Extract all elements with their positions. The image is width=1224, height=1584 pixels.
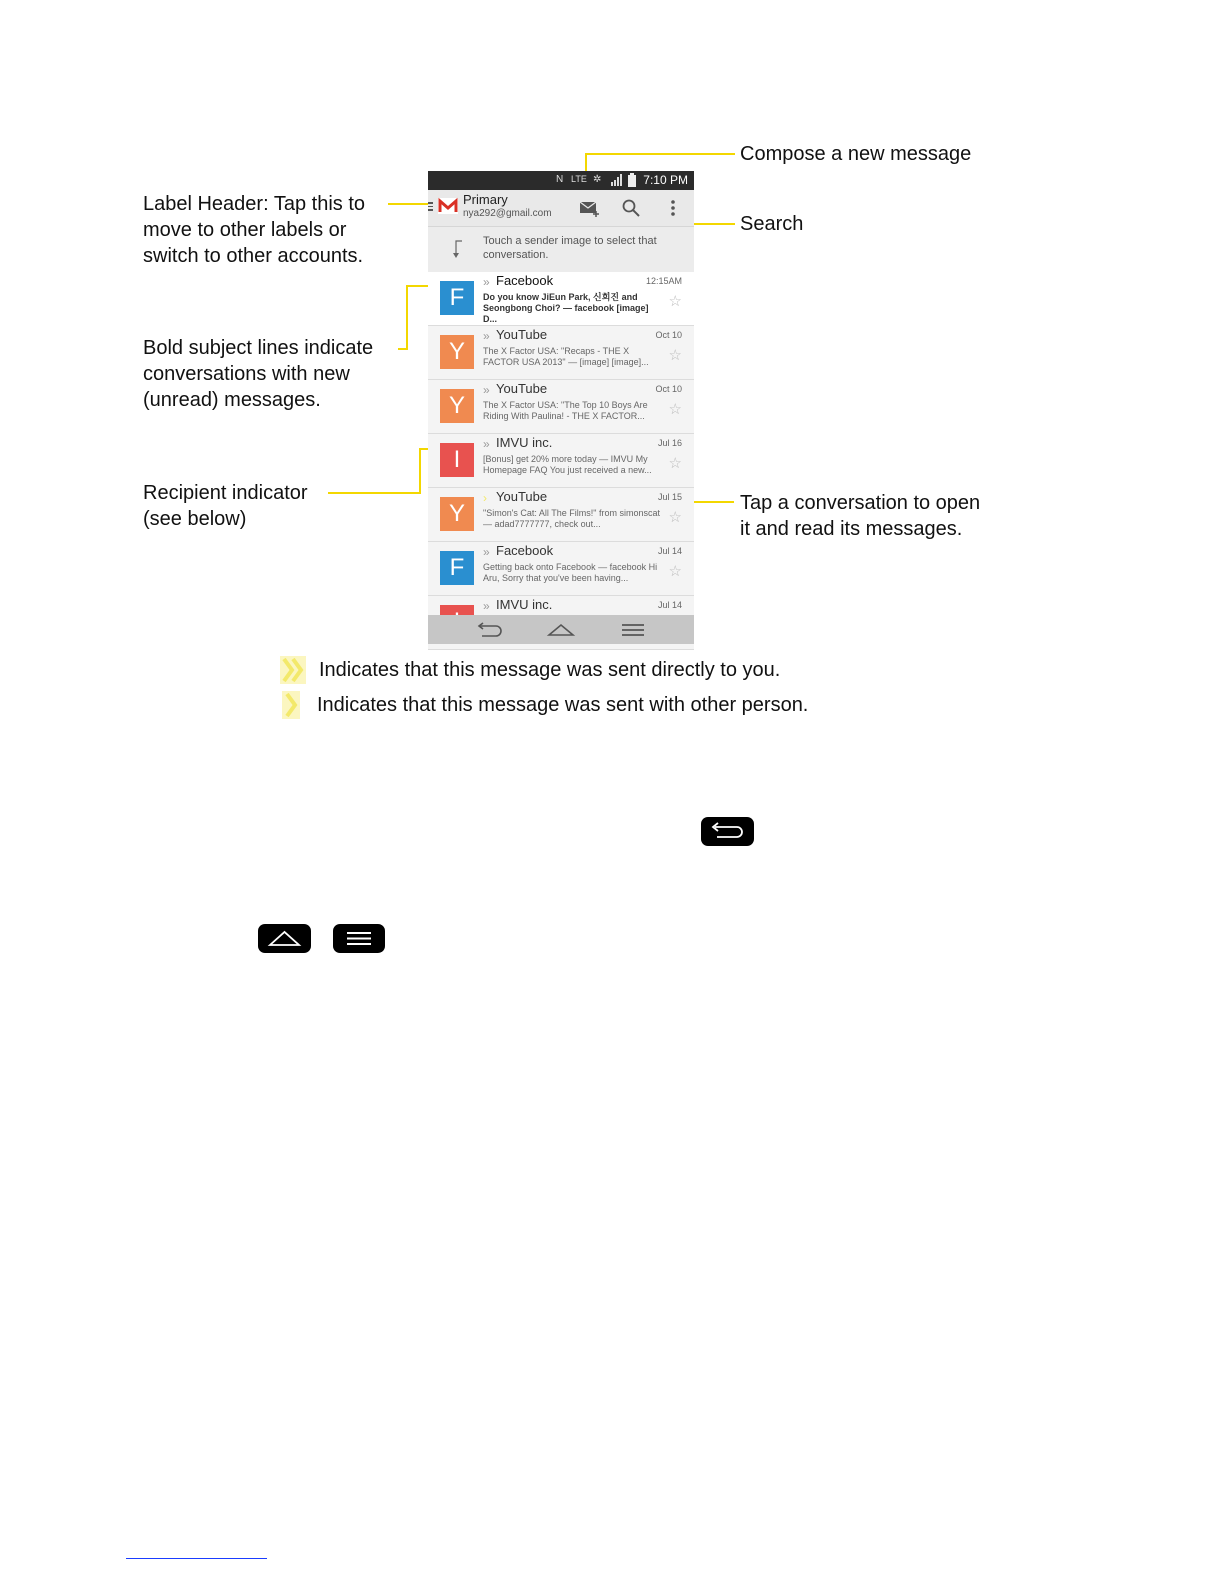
conversation-preview: [Bonus] get 20% more today — IMVU My Homepage FAQ You just received a new... xyxy=(483,454,652,475)
conversation-sender: IMVU inc. xyxy=(496,597,553,612)
tap-conversation-callout xyxy=(740,490,980,542)
label-header[interactable] xyxy=(428,190,694,227)
group-recipient-indicator-icon xyxy=(282,691,300,719)
label-header-line-2: move to other labels or xyxy=(143,219,347,241)
star-icon[interactable]: ☆ xyxy=(668,293,682,310)
sender-avatar[interactable]: F xyxy=(440,281,474,315)
label-header-line-3: switch to other accounts. xyxy=(143,245,364,267)
signal-icon xyxy=(610,174,624,186)
star-icon[interactable]: ☆ xyxy=(668,509,682,526)
recipient-callout xyxy=(143,480,308,532)
conversation-sender: YouTube xyxy=(496,381,548,396)
hint-text: Touch a sender image to select that conversation. xyxy=(483,235,657,261)
conversation-sender: Facebook xyxy=(496,543,554,558)
conversation-row[interactable] xyxy=(428,272,694,326)
sender-avatar[interactable]: F xyxy=(440,551,474,585)
conversation-sender: IMVU inc. xyxy=(496,435,553,450)
conversation-preview: The X Factor USA: "Recaps - THE X FACTOR USA 2013" — [image] [image]... xyxy=(483,346,649,367)
conversation-row[interactable] xyxy=(428,326,694,380)
navigation-bar xyxy=(428,615,694,644)
conversation-row[interactable] xyxy=(428,434,694,488)
menu-icon[interactable] xyxy=(618,621,648,639)
hint-banner xyxy=(428,227,694,273)
direct-recipient-legend: Indicates that this message was sent directly to you. xyxy=(319,659,781,681)
group-recipient-legend: Indicates that this message was sent with other person. xyxy=(317,694,809,716)
star-icon[interactable]: ☆ xyxy=(668,401,682,418)
conversation-date: Jul 14 xyxy=(657,546,682,556)
conversation-date: 12:15AM xyxy=(645,276,682,286)
status-bar xyxy=(428,171,694,190)
gmail-logo-icon xyxy=(438,198,458,214)
tap-conversation-line-1: Tap a conversation to open xyxy=(740,492,981,514)
recipient-indicator-icon: » xyxy=(483,383,487,397)
conversation-row[interactable] xyxy=(428,380,694,434)
recipient-line-1: Recipient indicator xyxy=(143,482,308,504)
account-email[interactable]: nya292@gmail.com xyxy=(463,208,552,219)
account-title[interactable]: Primary xyxy=(463,192,508,207)
sender-avatar[interactable]: Y xyxy=(440,389,474,423)
conversation-date: Jul 16 xyxy=(657,438,682,448)
star-icon[interactable]: ☆ xyxy=(668,455,682,472)
conversation-date: Jul 15 xyxy=(657,492,682,502)
back-icon[interactable] xyxy=(474,621,504,639)
conversation-sender: Facebook xyxy=(496,273,554,288)
sync-icon: ✲ xyxy=(593,174,602,185)
bold-subject-line-3: (unread) messages. xyxy=(143,389,321,411)
conversation-preview: The X Factor USA: "The Top 10 Boys Are Riding With Paulina! - THE X FACTOR... xyxy=(483,400,648,421)
compose-callout: Compose a new message xyxy=(740,143,972,165)
tap-conversation-line-2: it and read its messages. xyxy=(740,518,963,540)
sender-avatar[interactable]: Y xyxy=(440,497,474,531)
phone-screen xyxy=(428,171,694,644)
home-icon[interactable] xyxy=(546,621,576,639)
search-callout: Search xyxy=(740,213,804,235)
bold-subject-callout xyxy=(143,335,373,413)
star-icon[interactable]: ☆ xyxy=(668,563,682,580)
menu-key-icon xyxy=(333,924,385,953)
hint-arrow-icon xyxy=(450,239,462,259)
drawer-icon[interactable] xyxy=(428,202,433,213)
conversation-sender: YouTube xyxy=(496,327,548,342)
conversation-date: Oct 10 xyxy=(655,330,682,340)
search-icon[interactable] xyxy=(620,197,642,219)
conversation-sender: YouTube xyxy=(496,489,548,504)
label-header-callout xyxy=(143,191,365,269)
nfc-icon: N xyxy=(556,174,564,185)
recipient-line-2: (see below) xyxy=(143,508,247,530)
bold-subject-line-1: Bold subject lines indicate xyxy=(143,337,374,359)
bold-subject-line-2: conversations with new xyxy=(143,363,350,385)
conversation-row[interactable] xyxy=(428,488,694,542)
direct-recipient-indicator-icon xyxy=(280,656,306,684)
battery-icon xyxy=(628,173,636,185)
label-header-line-1: Label Header: Tap this to xyxy=(143,193,366,215)
conversation-preview: Getting back onto Facebook — facebook Hi Aru, Sorry that you've been having... xyxy=(483,562,658,583)
status-time: 7:10 PM xyxy=(643,173,688,187)
recipient-indicator-icon: › xyxy=(483,491,484,505)
recipient-indicator-icon: » xyxy=(483,329,487,343)
conversation-date: Jul 14 xyxy=(657,600,682,610)
footer-rule xyxy=(126,1558,267,1559)
recipient-indicator-icon: » xyxy=(483,599,487,613)
conversation-preview: "Simon's Cat: All The Films!" from simonscat — adad7777777, check out... xyxy=(483,508,660,529)
star-icon[interactable]: ☆ xyxy=(668,347,682,364)
lte-label: LTE xyxy=(571,174,587,184)
overflow-menu-icon[interactable] xyxy=(662,197,684,219)
home-key-icon xyxy=(258,924,311,953)
back-key-icon xyxy=(701,817,754,846)
compose-icon[interactable] xyxy=(578,197,600,219)
sender-avatar[interactable]: Y xyxy=(440,335,474,369)
sender-avatar[interactable]: I xyxy=(440,443,474,477)
conversation-date: Oct 10 xyxy=(655,384,682,394)
recipient-indicator-icon: » xyxy=(483,275,487,289)
recipient-indicator-icon: » xyxy=(483,545,487,559)
conversation-preview: Do you know JiEun Park, 신희진 and Seongbong Choi? — facebook [image] D... xyxy=(483,292,649,324)
conversation-row[interactable] xyxy=(428,542,694,596)
recipient-indicator-icon: » xyxy=(483,437,487,451)
